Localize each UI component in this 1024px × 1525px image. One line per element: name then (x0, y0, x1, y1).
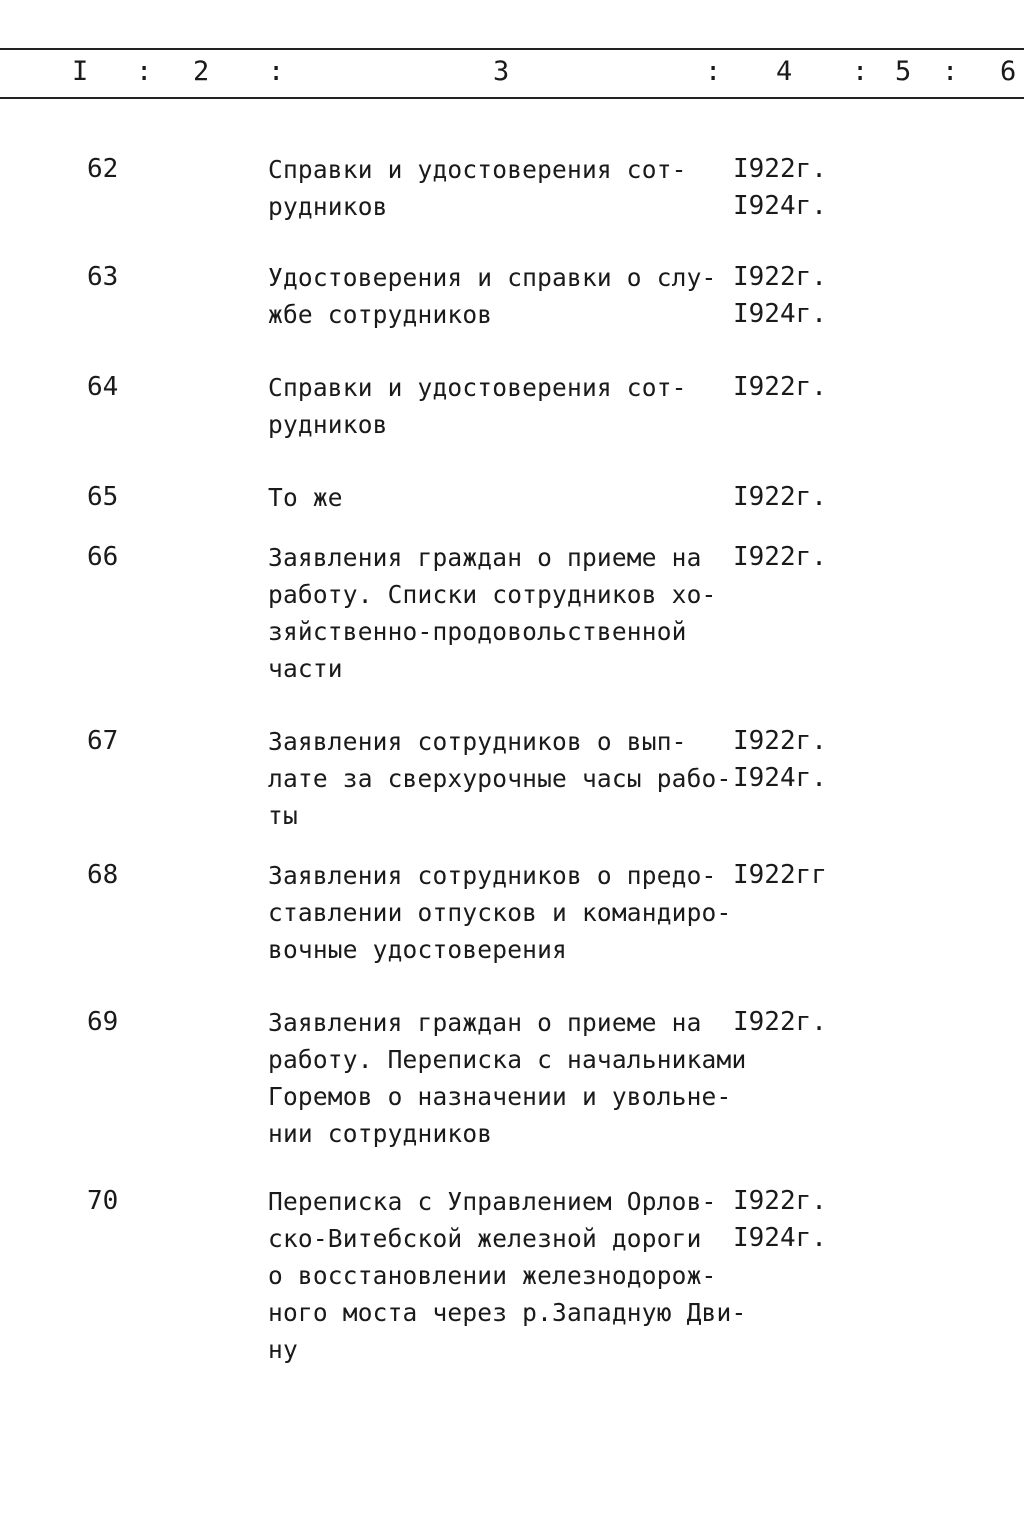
header-top-rule (0, 48, 1024, 50)
date-line: I922г. (733, 154, 827, 184)
header-col-2: 2 (193, 56, 210, 87)
item-number: 67 (87, 726, 119, 756)
title-line: о восстановлении железнодорож- (268, 1261, 717, 1290)
item-dates (733, 723, 827, 797)
header-col-1: I (72, 56, 89, 87)
item-number: 62 (87, 154, 119, 184)
date-line: I922г. (733, 482, 827, 512)
item-title (268, 369, 768, 443)
title-line: работу. Списки сотрудников хо- (268, 580, 717, 609)
date-line: I924г. (733, 763, 827, 793)
title-line: Справки и удостоверения сот- (268, 155, 687, 184)
item-dates (733, 369, 827, 406)
header-col-6: 6 (1000, 56, 1017, 87)
item-title (268, 1183, 768, 1368)
item-number: 66 (87, 542, 119, 572)
date-line: I924г. (733, 1223, 827, 1253)
header-separator: : (268, 56, 285, 87)
item-title (268, 151, 768, 225)
item-dates (733, 539, 827, 576)
header-separator: : (852, 56, 869, 87)
title-line: Удостоверения и справки о слу- (268, 263, 717, 292)
header-separator: : (942, 56, 959, 87)
date-line: I922г. (733, 372, 827, 402)
title-line: вочные удостоверения (268, 935, 568, 964)
date-line: I922г. (733, 1007, 827, 1037)
title-line: ну (268, 1335, 298, 1364)
item-title (268, 539, 768, 687)
title-line: ско-Витебской железной дороги (268, 1224, 702, 1253)
item-title (268, 857, 768, 968)
header-col-4: 4 (776, 56, 793, 87)
title-line: ного моста через р.Западную Дви- (268, 1298, 747, 1327)
item-number: 65 (87, 482, 119, 512)
item-number: 70 (87, 1186, 119, 1216)
item-number: 69 (87, 1007, 119, 1037)
date-line: I922г. (733, 726, 827, 756)
item-number: 64 (87, 372, 119, 402)
date-line: I924г. (733, 191, 827, 221)
title-line: рудников (268, 410, 388, 439)
item-number: 68 (87, 860, 119, 890)
title-line: зяйственно-продовольственной (268, 617, 687, 646)
header-bottom-rule (0, 97, 1024, 99)
date-line: I922г. (733, 542, 827, 572)
title-line: рудников (268, 192, 388, 221)
title-line: работу. Переписка с начальниками (268, 1045, 747, 1074)
header-col-5: 5 (895, 56, 912, 87)
title-line: Заявления сотрудников о вып- (268, 727, 687, 756)
title-line: Справки и удостоверения сот- (268, 373, 687, 402)
item-dates (733, 1004, 827, 1041)
title-line: жбе сотрудников (268, 300, 493, 329)
title-line: ты (268, 801, 298, 830)
title-line: Заявления сотрудников о предо- (268, 861, 717, 890)
title-line: Горемов о назначении и увольне- (268, 1082, 732, 1111)
title-line: То же (268, 483, 343, 512)
title-line: Переписка с Управлением Орлов- (268, 1187, 717, 1216)
item-number: 63 (87, 262, 119, 292)
header-separator: : (136, 56, 153, 87)
item-dates (733, 1183, 827, 1257)
date-line: I922г. (733, 262, 827, 292)
item-dates (733, 259, 827, 333)
item-dates (733, 857, 827, 894)
date-line: I924г. (733, 299, 827, 329)
title-line: части (268, 654, 343, 683)
title-line: Заявления граждан о приеме на (268, 543, 702, 572)
date-line: I922гг (733, 860, 827, 890)
title-line: нии сотрудников (268, 1119, 493, 1148)
item-title (268, 1004, 768, 1152)
item-title (268, 479, 768, 516)
date-line: I922г. (733, 1186, 827, 1216)
item-dates (733, 151, 827, 225)
header-separator: : (705, 56, 722, 87)
header-col-3: 3 (493, 56, 510, 87)
item-dates (733, 479, 827, 516)
title-line: лате за сверхурочные часы рабо- (268, 764, 732, 793)
title-line: ставлении отпусков и командиро- (268, 898, 732, 927)
item-title (268, 259, 768, 333)
title-line: Заявления граждан о приеме на (268, 1008, 702, 1037)
item-title (268, 723, 768, 834)
